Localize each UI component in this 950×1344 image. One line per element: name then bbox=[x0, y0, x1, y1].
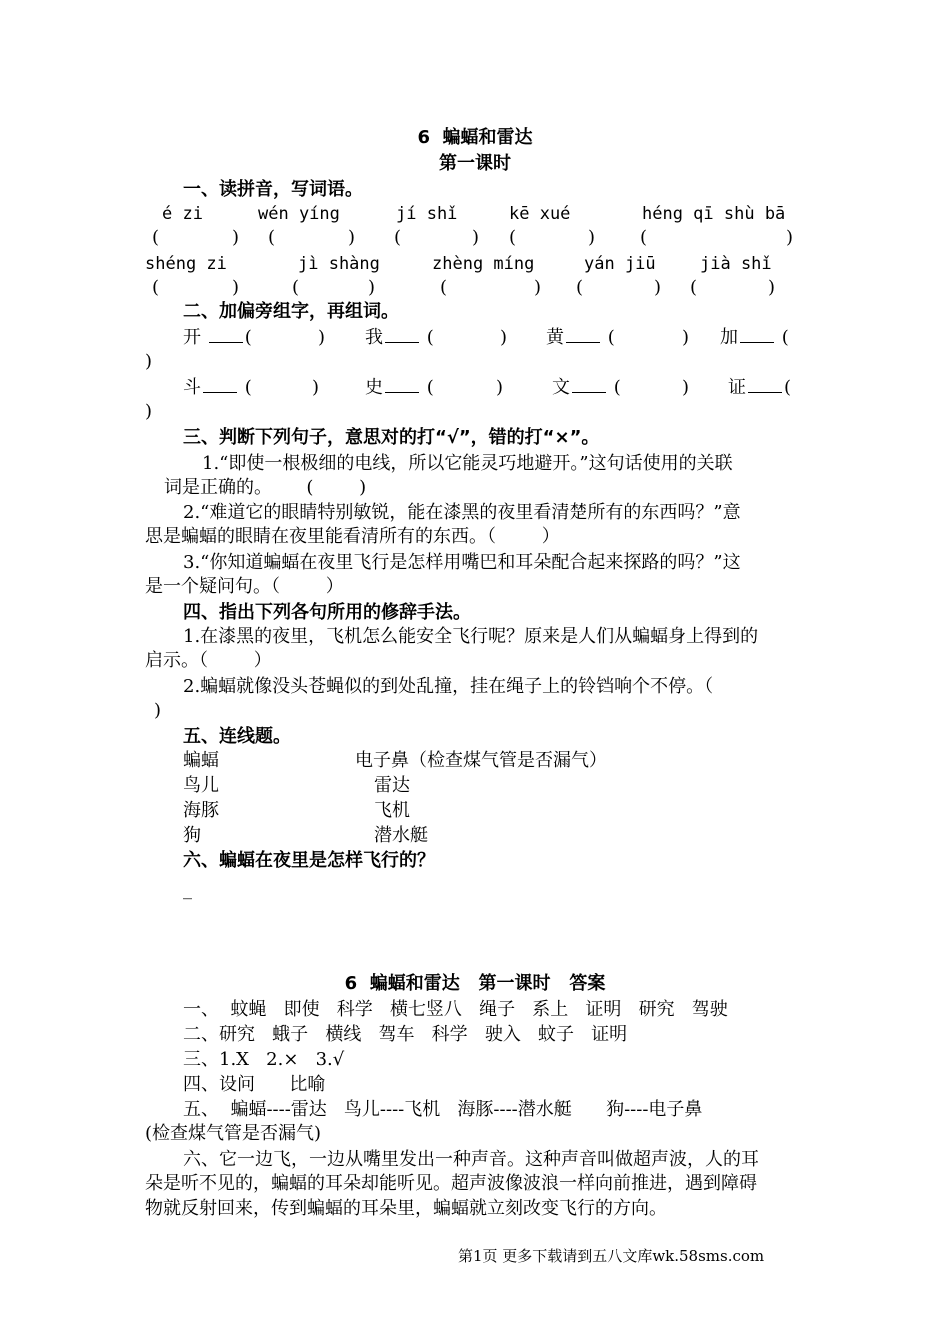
radical-item bbox=[552, 376, 621, 400]
pinyin: kē xué bbox=[509, 204, 571, 224]
s3-q1-line1: 1.“即使一根极细的电线，所以它能灵巧地避开。”这句话使用的关联 bbox=[202, 453, 733, 474]
radical-item bbox=[546, 326, 615, 350]
section3-heading: 三、判断下列句子，意思对的打“√”，错的打“×”。 bbox=[183, 427, 600, 448]
open-bracket: ( bbox=[244, 377, 252, 398]
s4-q2-line2: ) bbox=[154, 700, 162, 721]
blank-line bbox=[566, 326, 600, 343]
answer-6-line1: 六、它一边飞，一边从嘴里发出一种声音。这种声音叫做超声波，人的耳 bbox=[183, 1149, 759, 1170]
open-bracket: ( bbox=[268, 227, 276, 248]
close-bracket: ) bbox=[786, 227, 794, 248]
section2-heading: 二、加偏旁组字，再组词。 bbox=[183, 301, 399, 322]
s4-q1-line2: 启示。（ ） bbox=[145, 650, 272, 671]
close-bracket: ) bbox=[312, 377, 320, 398]
radical-item bbox=[183, 376, 252, 400]
match-left-item: 鸟儿 bbox=[183, 775, 219, 796]
radical-item bbox=[183, 326, 252, 350]
open-bracket: ( bbox=[576, 277, 584, 298]
blank-line bbox=[572, 376, 606, 393]
section5-heading: 五、连线题。 bbox=[183, 726, 291, 747]
pinyin: héng qī shù bā bbox=[642, 204, 786, 224]
s3-q3-line1: 3.“你知道蝙蝠在夜里飞行是怎样用嘴巴和耳朵配合起来探路的吗？”这 bbox=[183, 552, 741, 573]
blank-line bbox=[748, 376, 782, 393]
s3-q1-line2: 词是正确的。 ( ) bbox=[164, 477, 367, 498]
open-bracket: ( bbox=[426, 327, 434, 348]
open-bracket: ( bbox=[509, 227, 517, 248]
open-bracket: ( bbox=[292, 277, 300, 298]
close-bracket: ) bbox=[145, 401, 153, 422]
blank-line bbox=[385, 326, 419, 343]
char: 我 bbox=[365, 327, 383, 348]
char: 开 bbox=[183, 327, 201, 348]
char: 加 bbox=[720, 327, 738, 348]
close-bracket: ) bbox=[472, 227, 480, 248]
pinyin: shéng zi bbox=[145, 254, 227, 274]
match-left-item: 海豚 bbox=[183, 800, 219, 821]
close-bracket: ) bbox=[768, 277, 776, 298]
pinyin: zhèng míng bbox=[432, 254, 535, 274]
match-right-item: 电子鼻（检查煤气管是否漏气） bbox=[355, 750, 607, 771]
open-bracket: ( bbox=[440, 277, 448, 298]
close-bracket: ) bbox=[496, 377, 504, 398]
answer-1: 一、 蚊蝇 即使 科学 横七竖八 绳子 系上 证明 研究 驾驶 bbox=[183, 999, 728, 1020]
close-bracket: ) bbox=[232, 227, 240, 248]
open-bracket: ( bbox=[152, 227, 160, 248]
answer-4: 四、设问 比喻 bbox=[183, 1074, 326, 1095]
match-right-item: 飞机 bbox=[374, 800, 410, 821]
char: 文 bbox=[552, 377, 570, 398]
match-right-item: 雷达 bbox=[374, 775, 410, 796]
char: 斗 bbox=[183, 377, 201, 398]
answer-6-line2: 朵是听不见的，蝙蝠的耳朵却能听见。超声波像波浪一样向前推进，遇到障碍 bbox=[145, 1173, 757, 1194]
section6-heading: 六、蝙蝠在夜里是怎样飞行的？ bbox=[183, 850, 435, 871]
answer-3: 三、1.X 2.× 3.√ bbox=[183, 1049, 345, 1070]
close-bracket: ) bbox=[232, 277, 240, 298]
blank-line bbox=[209, 326, 243, 343]
close-bracket: ) bbox=[318, 327, 326, 348]
close-bracket: ) bbox=[682, 327, 690, 348]
page-footer: 第1页 更多下载请到五八文库wk.58sms.com bbox=[458, 1247, 765, 1265]
answer-6-line3: 物就反射回来，传到蝙蝠的耳朵里，蝙蝠就立刻改变飞行的方向。 bbox=[145, 1198, 667, 1219]
close-bracket: ) bbox=[368, 277, 376, 298]
answers-title: 6 蝙蝠和雷达 第一课时 答案 bbox=[344, 973, 606, 994]
pinyin: é zi bbox=[162, 204, 203, 224]
match-left-item: 狗 bbox=[183, 825, 201, 846]
char: 史 bbox=[365, 377, 383, 398]
open-bracket: ( bbox=[244, 327, 252, 348]
answer-5-line2: (检查煤气管是否漏气) bbox=[145, 1123, 322, 1144]
s4-q1-line1: 1.在漆黑的夜里，飞机怎么能安全飞行呢？原来是人们从蝙蝠身上得到的 bbox=[183, 626, 759, 647]
close-bracket: ) bbox=[588, 227, 596, 248]
radical-item bbox=[365, 326, 434, 350]
page-subtitle: 第一课时 bbox=[439, 153, 511, 174]
open-bracket: ( bbox=[784, 377, 792, 398]
close-bracket: ) bbox=[145, 351, 153, 372]
char: 证 bbox=[728, 377, 746, 398]
close-bracket: ) bbox=[654, 277, 662, 298]
radical-item bbox=[728, 376, 791, 400]
blank-line bbox=[203, 376, 237, 393]
close-bracket: ) bbox=[348, 227, 356, 248]
answer-blank: _ bbox=[183, 879, 192, 900]
match-left-item: 蝙蝠 bbox=[183, 750, 219, 771]
char: 黄 bbox=[546, 327, 564, 348]
s3-q2-line1: 2.“难道它的眼睛特别敏锐，能在漆黑的夜里看清楚所有的东西吗？”意 bbox=[183, 502, 741, 523]
pinyin: yán jiū bbox=[584, 254, 656, 274]
section1-heading: 一、读拼音，写词语。 bbox=[183, 179, 363, 200]
open-bracket: ( bbox=[690, 277, 698, 298]
page-title: 6 蝙蝠和雷达 bbox=[417, 127, 533, 148]
pinyin: jià shǐ bbox=[700, 254, 772, 274]
radical-item bbox=[365, 376, 434, 400]
blank-line bbox=[740, 326, 774, 343]
section4-heading: 四、指出下列各句所用的修辞手法。 bbox=[183, 602, 471, 623]
s4-q2-line1: 2.蝙蝠就像没头苍蝇似的到处乱撞，挂在绳子上的铃铛响个不停。（ bbox=[183, 676, 714, 697]
blank-line bbox=[385, 376, 419, 393]
open-bracket: ( bbox=[640, 227, 648, 248]
open-bracket: ( bbox=[781, 327, 789, 348]
pinyin: wén yíng bbox=[258, 204, 340, 224]
radical-item bbox=[720, 326, 789, 350]
open-bracket: ( bbox=[613, 377, 621, 398]
s3-q3-line2: 是一个疑问句。（ ） bbox=[145, 576, 344, 597]
pinyin: jì shàng bbox=[298, 254, 380, 274]
close-bracket: ) bbox=[682, 377, 690, 398]
open-bracket: ( bbox=[426, 377, 434, 398]
close-bracket: ) bbox=[500, 327, 508, 348]
open-bracket: ( bbox=[152, 277, 160, 298]
s3-q2-line2: 思是蝙蝠的眼睛在夜里能看清所有的东西。（ ） bbox=[145, 526, 560, 547]
open-bracket: ( bbox=[394, 227, 402, 248]
match-right-item: 潜水艇 bbox=[374, 825, 428, 846]
open-bracket: ( bbox=[607, 327, 615, 348]
close-bracket: ) bbox=[534, 277, 542, 298]
answer-5-line1: 五、 蝙蝠----雷达 鸟儿----飞机 海豚----潜水艇 狗----电子鼻 bbox=[183, 1099, 703, 1120]
pinyin: jí shǐ bbox=[396, 204, 458, 224]
answer-2: 二、研究 蛾子 横线 驾车 科学 驶入 蚊子 证明 bbox=[183, 1024, 628, 1045]
